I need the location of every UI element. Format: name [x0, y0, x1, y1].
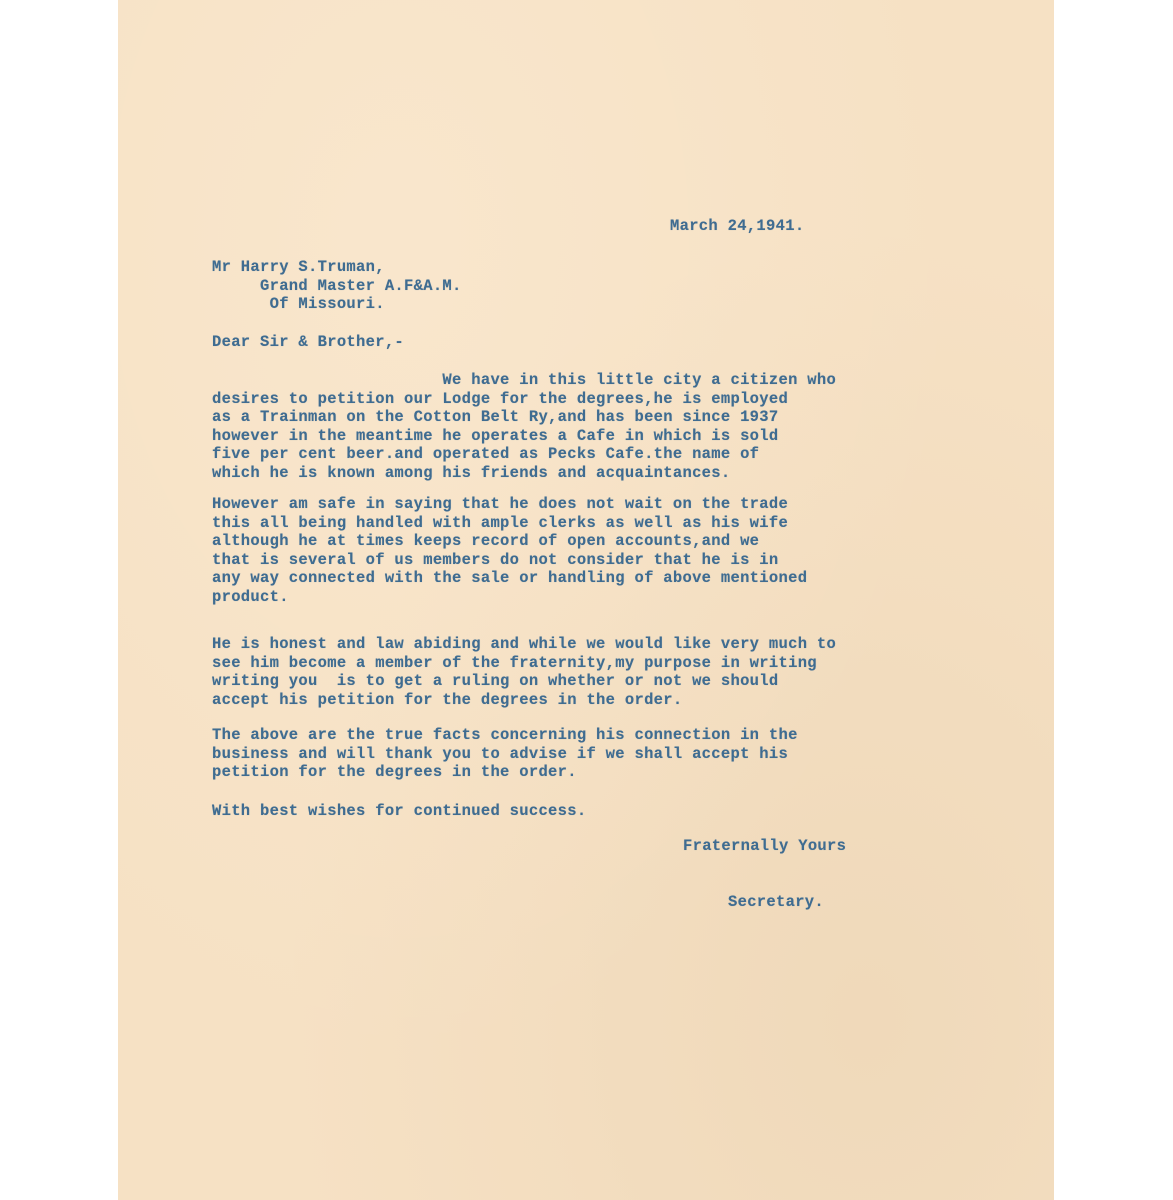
paragraph-line: The above are the true facts concerning his connection in the	[212, 726, 798, 744]
paragraph-3	[212, 635, 836, 709]
paragraph-line: accept his petition for the degrees in the order.	[212, 690, 683, 709]
addressee-block	[212, 258, 462, 314]
paragraph-line: see him become a member of the fraternity,my purpose in writing	[212, 653, 817, 672]
paragraph-2	[212, 495, 807, 606]
paragraph-4	[212, 726, 798, 782]
addressee-line: Mr Harry S.Truman,	[212, 258, 385, 276]
paragraph-line: product.	[212, 587, 289, 606]
paragraph-line: We have in this little city a citizen who	[212, 371, 837, 389]
paragraph-line: any way connected with the sale or handling of above mentioned	[212, 569, 808, 587]
salutation: Dear Sir & Brother,-	[212, 333, 405, 351]
paragraph-line: five per cent beer.and operated as Pecks Cafe.the name of	[212, 445, 760, 463]
paragraph-line: desires to petition our Lodge for the degrees,he is employed	[212, 389, 789, 408]
closing-wishes: With best wishes for continued success.	[212, 802, 587, 820]
paragraph-line: as a Trainman on the Cotton Belt Ry,and has been since 1937	[212, 408, 779, 426]
paragraph-line: business and will thank you to advise if we shall accept his	[212, 744, 789, 763]
signature-title: Secretary.	[728, 893, 825, 911]
paragraph-line: although he at times keeps record of open accounts,and we	[212, 532, 760, 550]
paragraph-line: that is several of us members do not consider that he is in	[212, 550, 779, 569]
paragraph-line: however in the meantime he operates a Cafe in which is sold	[212, 426, 779, 445]
paragraph-line: this all being handled with ample clerks as well as his wife	[212, 513, 789, 532]
paragraph-1	[212, 371, 836, 482]
letter-date: March 24,1941.	[670, 217, 805, 235]
paragraph-line: writing you is to get a ruling on whether or not we should	[212, 672, 779, 690]
addressee-line: Grand Master A.F&A.M.	[212, 276, 462, 295]
addressee-line: Of Missouri.	[212, 295, 385, 313]
paragraph-line: He is honest and law abiding and while we would like very much to	[212, 635, 837, 653]
paragraph-line: petition for the degrees in the order.	[212, 763, 577, 781]
paragraph-line: which he is known among his friends and acquaintances.	[212, 463, 731, 482]
closing: Fraternally Yours	[683, 837, 847, 855]
paragraph-line: However am safe in saying that he does not wait on the trade	[212, 495, 789, 513]
